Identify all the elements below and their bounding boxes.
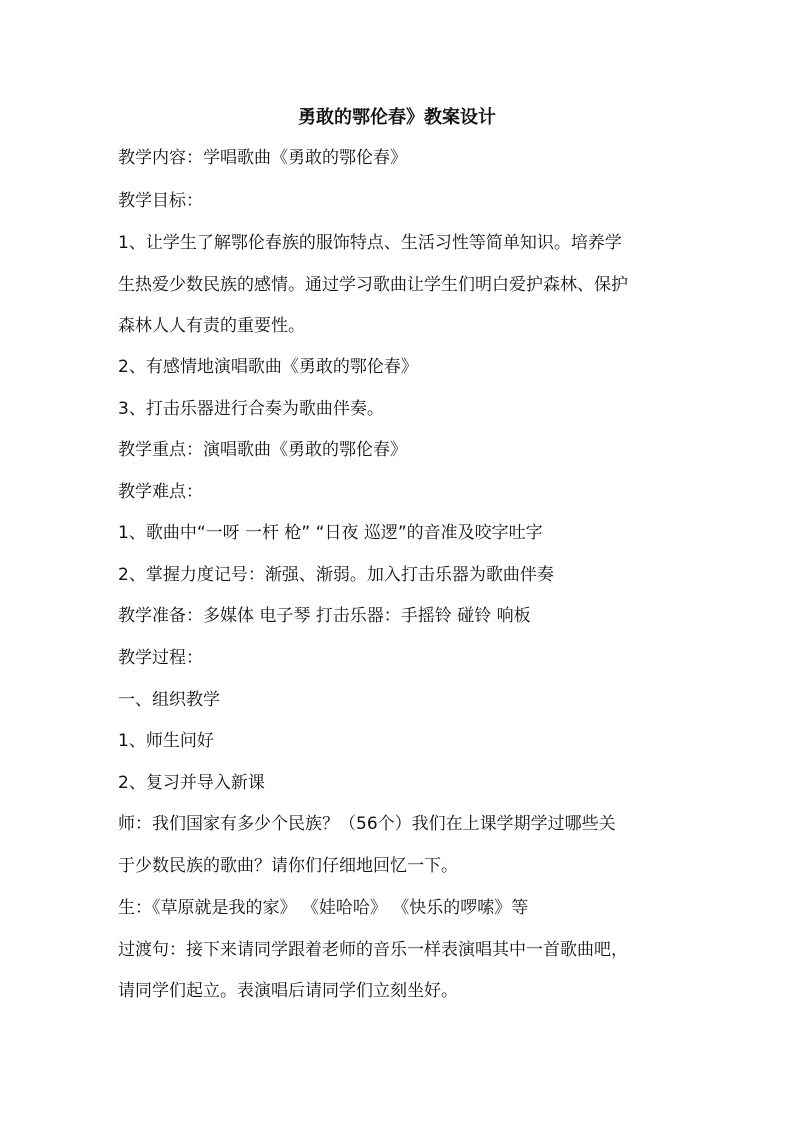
text-line: 教学重点：演唱歌曲《勇敢的鄂伦春》 <box>118 440 407 460</box>
text-line: 1、歌曲中“一呀 一杆 枪” “日夜 巡逻”的音准及咬字吐字 <box>118 523 543 543</box>
text-line: 2、掌握力度记号：渐强、渐弱。加入打击乐器为歌曲伴奏 <box>118 565 554 585</box>
text-line: 3、打击乐器进行合奏为歌曲伴奏。 <box>118 399 384 419</box>
text-line: 请同学们起立。表演唱后请同学们立刻坐好。 <box>118 981 458 1001</box>
text-line: 2、复习并导入新课 <box>118 773 265 793</box>
text-line: 1、师生问好 <box>118 731 214 751</box>
text-line: 一、组织教学 <box>118 690 220 710</box>
text-line: 森林人人有责的重要性。 <box>118 316 305 336</box>
text-line: 教学过程： <box>118 648 203 668</box>
text-line: 教学难点： <box>118 482 203 502</box>
text-line: 于少数民族的歌曲？请你们仔细地回忆一下。 <box>118 856 458 876</box>
text-line: 教学准备：多媒体 电子琴 打击乐器：手摇铃 碰铃 响板 <box>118 606 531 626</box>
text-line: 2、有感情地演唱歌曲《勇敢的鄂伦春》 <box>118 357 418 377</box>
document-title: 勇敢的鄂伦春》教案设计 <box>298 107 496 128</box>
text-line: 1、让学生了解鄂伦春族的服饰特点、生活习性等简单知识。培养学 <box>118 233 622 253</box>
text-line: 生热爱少数民族的感情。通过学习歌曲让学生们明白爱护森林、保护 <box>118 275 628 295</box>
text-line: 生：《草原就是我的家》 《娃哈哈》 《快乐的啰嗦》等 <box>118 898 529 918</box>
text-line: 过渡句：接下来请同学跟着老师的音乐一样表演唱其中一首歌曲吧， <box>118 940 628 960</box>
text-line: 教学目标： <box>118 191 203 211</box>
text-line: 师：我们国家有多少个民族？（56个）我们在上课学期学过哪些关 <box>118 814 616 834</box>
text-line: 教学内容：学唱歌曲《勇敢的鄂伦春》 <box>118 148 407 168</box>
